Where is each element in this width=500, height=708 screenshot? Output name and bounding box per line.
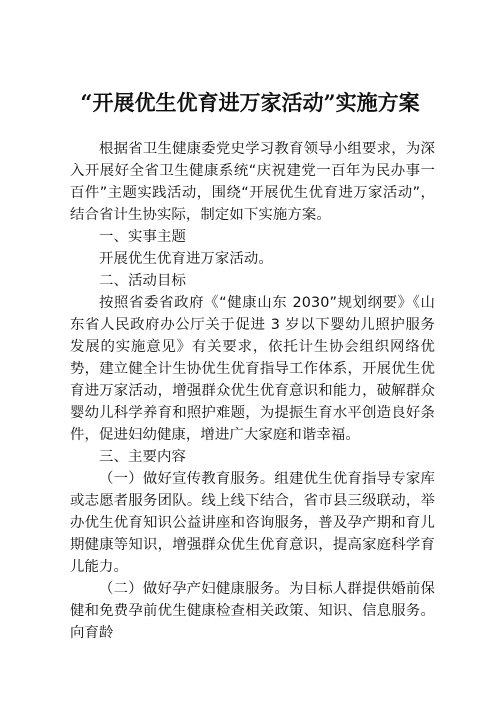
document-title: “开展优生优育进万家活动”实施方案 xyxy=(80,90,420,115)
document-body xyxy=(70,138,435,644)
heading-section-1: 一、实事主题 xyxy=(99,229,186,245)
paragraph-intro: 根据省卫生健康委党史学习教育领导小组要求，为深入开展好全省卫生健康系统“庆祝建党一百年为民办事一百件”主题实践活动，围绕“开展优生优育进万家活动”，结合省计生协实际，制定如下实施方案。 xyxy=(70,141,435,223)
paragraph-content-2: （二）做好孕产妇健康服务。为目标人群提供婚前保健和免费孕前优生健康检查相关政策、知识、信息服务。向育龄 xyxy=(70,581,435,641)
paragraph-theme: 开展优生优育进万家活动。 xyxy=(99,251,273,267)
paragraph-content-1: （一）做好宣传教育服务。组建优生优育指导专家库或志愿者服务团队。线上线下结合，省市县三级联动，举办优生优育知识公益讲座和咨询服务，普及孕产期和育儿期健康等知识，增强群众优生优育意识，提高家庭科学育儿能力。 xyxy=(70,471,435,575)
heading-section-3: 三、主要内容 xyxy=(99,449,186,465)
paragraph-goals: 按照省委省政府《“健康山东 2030”规划纲要》《山东省人民政府办公厅关于促进 3 岁以下婴幼儿照护服务发展的实施意见》有关要求，依托计生协会组织网络优势，建立健全计生协优生优育指导工作体系，开展优生优育进万家活动，增强群众优生优育意识和能力，破解群众婴幼儿科学养育和照护难题，为提振生育水平创造良好条件，促进妇幼健康，增进广大家庭和谐幸福。 xyxy=(70,295,435,443)
heading-section-2: 二、活动目标 xyxy=(99,273,186,289)
